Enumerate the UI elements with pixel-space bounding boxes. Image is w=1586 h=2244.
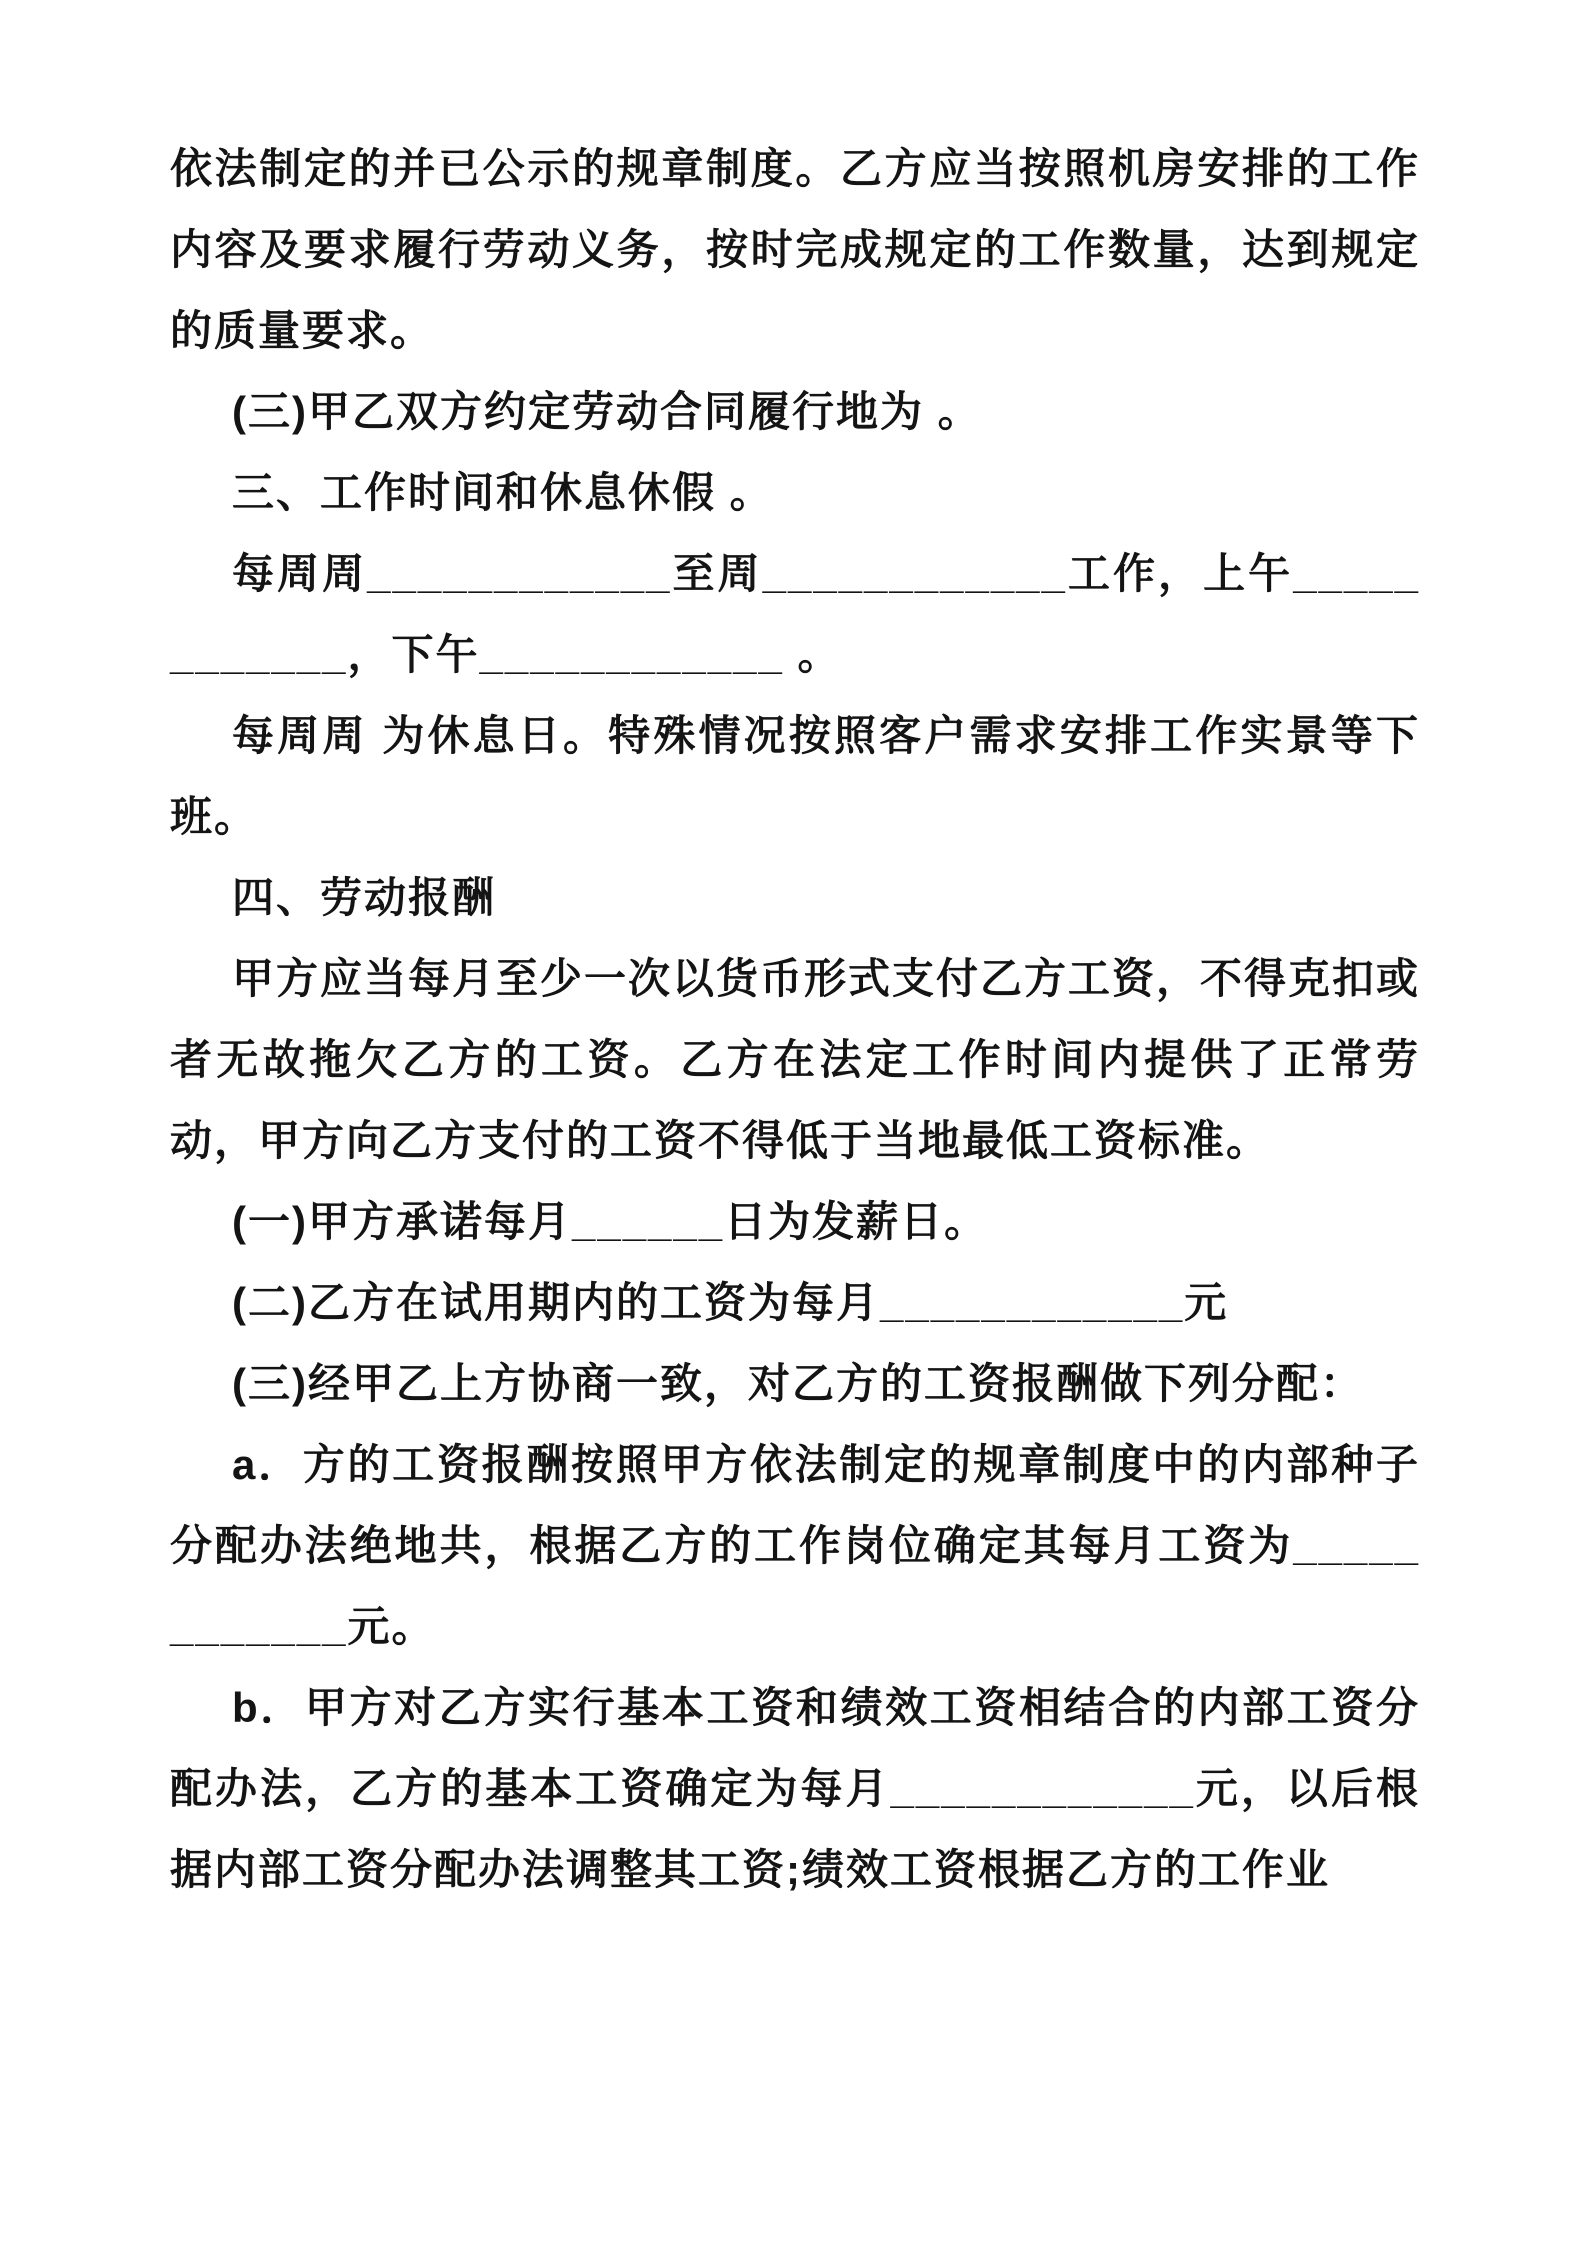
para-wage-item-a: a．方的工资报酬按照甲方依法制定的规章制度中的内部种子分配办法绝地共，根据乙方的工作岗位确定其每月工资为____________元。 xyxy=(170,1441,1420,1650)
para-rules-continuation: 依法制定的并已公示的规章制度。乙方应当按照机房安排的工作内容及要求履行劳动义务，按时完成规定的工作数量，达到规定的质量要求。 xyxy=(170,145,1420,354)
para-weekly-schedule-blanks: 每周周____________至周____________工作，上午____________，下午____________ 。 xyxy=(170,550,1420,678)
para-clause-2-probation-wage: (二)乙方在试用期内的工资为每月____________元 xyxy=(232,1279,1229,1326)
heading-section-3-working-hours: 三、工作时间和休息休假 。 xyxy=(232,469,774,516)
para-wage-item-b: b．甲方对乙方实行基本工资和绩效工资相结合的内部工资分配办法，乙方的基本工资确定为每月____________元，以后根据内部工资分配办法调整其工资;绩效工资根据乙方的工作业 xyxy=(170,1684,1420,1893)
para-clause-1-payday: (一)甲方承诺每月______日为发薪日。 xyxy=(232,1198,989,1245)
para-rest-day: 每周周 为休息日。特殊情况按照客户需求安排工作实景等下班。 xyxy=(170,712,1420,840)
para-clause-3-wage-distribution: (三)经甲乙上方协商一致，对乙方的工资报酬做下列分配： xyxy=(232,1360,1364,1407)
heading-section-4-labor-compensation: 四、劳动报酬 xyxy=(232,874,497,921)
para-clause-3-contract-location: (三)甲乙双方约定劳动合同履行地为 。 xyxy=(232,388,982,435)
para-wage-payment-rule: 甲方应当每月至少一次以货币形式支付乙方工资，不得克扣或者无故拖欠乙方的工资。乙方在法定工作时间内提供了正常劳动，甲方向乙方支付的工资不得低于当地最低工资标准。 xyxy=(170,955,1421,1164)
